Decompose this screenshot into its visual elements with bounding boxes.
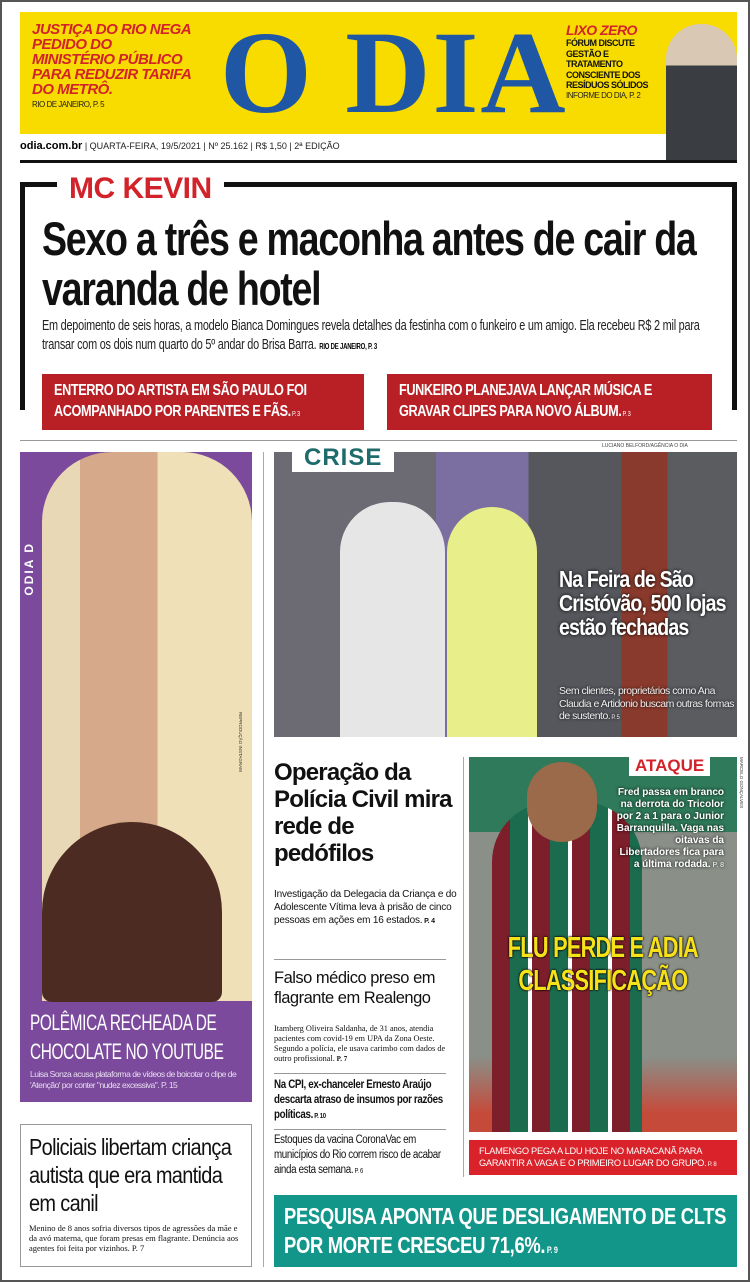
brief-headline-text: Na CPI, ex-chanceler Ernesto Araújo descarta atraso de insumos por razões políticas. [274,1079,443,1121]
right-teaser-ref: INFORME DO DIA, P. 2 [566,90,641,100]
divider [20,440,737,441]
sport-kicker: ATAQUE [629,756,710,776]
divider [274,1129,446,1130]
banner-text: PESQUISA APONTA QUE DESLIGAMENTO DE CLTS POR MORTE CRESCEU 71,6%. [284,1203,727,1258]
box1-text: ENTERRO DO ARTISTA EM SÃO PAULO FOI ACOMPANHADO POR PARENTES E FÃS. [54,382,307,420]
lead-headline[interactable]: Sexo a três e maconha antes de cair da varanda de hotel [42,212,696,315]
photo-credit: MARCELO GONÇALVES [739,757,744,809]
newspaper-logo[interactable]: O DIA [220,7,568,138]
lead-kicker: MC KEVIN [57,172,224,206]
sport-deck-text: Fred passa em branco na derrota do Tricolor por 2 a 1 para o Junior Barranquilla. Vaga nas oitavas da Libertadores fica para a última rodada. [616,787,724,870]
sport-ref: P. 8 [710,862,724,869]
policiais-deck: Menino de 8 anos sofria diversos tipos de agressões da mãe e da avó materna, que foram presas em flagrante. Denúncia aos agentes foi feita por vizinhos. P. 7 [29,1223,239,1253]
woman-figure [340,502,445,737]
crise-headline[interactable]: Na Feira de São Cristóvão, 500 lojas estão fechadas [559,566,726,640]
brief-ref: P. 6 [353,1168,363,1175]
odiad-deck: Luisa Sonza acusa plataforma de vídeos de boicotar o clipe de 'Atenção' por conter "nudez excessiva". P. 15 [30,1069,237,1090]
lead-deck-ref: RIO DE JANEIRO, P. 3 [319,342,377,351]
brief-deck-2 [274,1024,459,1064]
box2-text: FUNKEIRO PLANEJAVA LANÇAR MÚSICA E GRAVAR CLIPES PARA NOVO ÁLBUM. [399,382,652,420]
banner-ref: P. 9 [545,1245,558,1255]
brief-headline-2[interactable]: Falso médico preso em flagrante em Realengo [274,969,435,1007]
masthead [20,7,737,138]
site-link[interactable]: odia.com.br [20,140,83,152]
odiad-headline[interactable]: POLÊMICA RECHEADA DE CHOCOLATE NO YOUTUBE [30,1010,224,1064]
policiais-headline: Policiais libertam criança autista que era mantida em canil [29,1134,232,1216]
brief-headline-4[interactable] [274,1133,459,1179]
lead-deck-text: Em depoimento de seis horas, a modelo Bianca Domingues revela detalhes da festinha com o funkeiro e um amigo. Ela recebeu R$ 2 mil para transar com os dois num quarto do 5º andar do Brisa Barra. [42,318,700,353]
brief-headline-1[interactable]: Operação da Polícia Civil mira rede de pedófilos [274,759,452,867]
sport-headline[interactable]: FLU PERDE E ADIA CLASSIFICAÇÃO [507,932,698,997]
left-teaser-headline: JUSTIÇA DO RIO NEGA PEDIDO DO MINISTÉRIO PÚBLICO PARA REDUZIR TARIFA DO METRÔ. [32,21,191,98]
flamengo-text: FLAMENGO PEGA A LDU HOJE NO MARACANÃ PARA GARANTIR A VAGA E O PRIMEIRO LUGAR DO GRUPO. [479,1146,707,1168]
crise-deck-text: Sem clientes, proprietários como Ana Claudia e Artidonio buscam outras formas de sustento. [559,685,734,722]
column-divider [463,757,464,1177]
brief-deck-text: Itamberg Oliveira Saldanha, de 31 anos, atendia pacientes com covid-19 em UPA da Zona Oeste. Segundo a polícia, ele usava carimbo com dados de outro profissional. [274,1024,446,1063]
left-teaser-ref: RIO DE JANEIRO, P. 5 [32,100,105,109]
lead-sidebar-box-2[interactable] [387,374,712,430]
column-divider [263,452,264,1267]
sport-deck [612,787,724,872]
right-teaser[interactable] [566,22,658,101]
brief-ref: P. 7 [334,1055,348,1063]
box1-ref: P. 3 [290,411,300,418]
box2-ref: P. 3 [621,411,631,418]
edition-info: | QUARTA-FEIRA, 19/5/2021 | Nº 25.162 | R$ 1,50 | 2ª EDIÇÃO [82,141,340,151]
brief-headline-text: Estoques da vacina CoronaVac em municípios do Rio correm risco de acabar ainda esta semana. [274,1134,441,1176]
columnist-portrait [666,24,737,162]
man-figure [447,507,537,737]
photo-credit: REPRODUÇÃO INSTAGRAM [238,712,243,772]
fred-head [527,762,597,842]
odiad-section-label: ODIA D [22,542,36,596]
photo-credit: LUCIANO BELFORD/AGÊNCIA O DIA [602,443,688,449]
lead-sidebar-box-1[interactable] [42,374,364,430]
policiais-story[interactable] [20,1124,252,1267]
left-teaser[interactable] [32,22,192,112]
lead-deck [42,317,732,356]
brief-ref: P. 10 [312,1113,326,1120]
chocolate-photo-detail [42,822,222,1002]
brief-deck-text: Investigação da Delegacia da Criança e do Adolescente Vítima leva à prisão de cinco pessoas em ações em 16 estados. [274,889,457,926]
right-teaser-kicker: LIXO ZERO [566,22,637,38]
brief-ref: P. 4 [422,918,435,925]
divider [20,160,737,163]
flamengo-ref: P. 8 [706,1162,717,1168]
crise-deck [559,685,737,725]
flamengo-bar[interactable] [469,1140,737,1175]
divider [274,959,446,960]
crise-ref: P. 5 [610,715,620,721]
brief-headline-3[interactable] [274,1078,459,1124]
divider [274,1073,446,1074]
brief-deck-1 [274,888,459,928]
crise-kicker: CRISE [292,444,394,472]
clt-banner[interactable] [274,1195,737,1267]
dateline [20,140,340,152]
right-teaser-headline: FÓRUM DISCUTE GESTÃO E TRATAMENTO CONSCIENTE DOS RESÍDUOS SÓLIDOS [566,38,649,90]
